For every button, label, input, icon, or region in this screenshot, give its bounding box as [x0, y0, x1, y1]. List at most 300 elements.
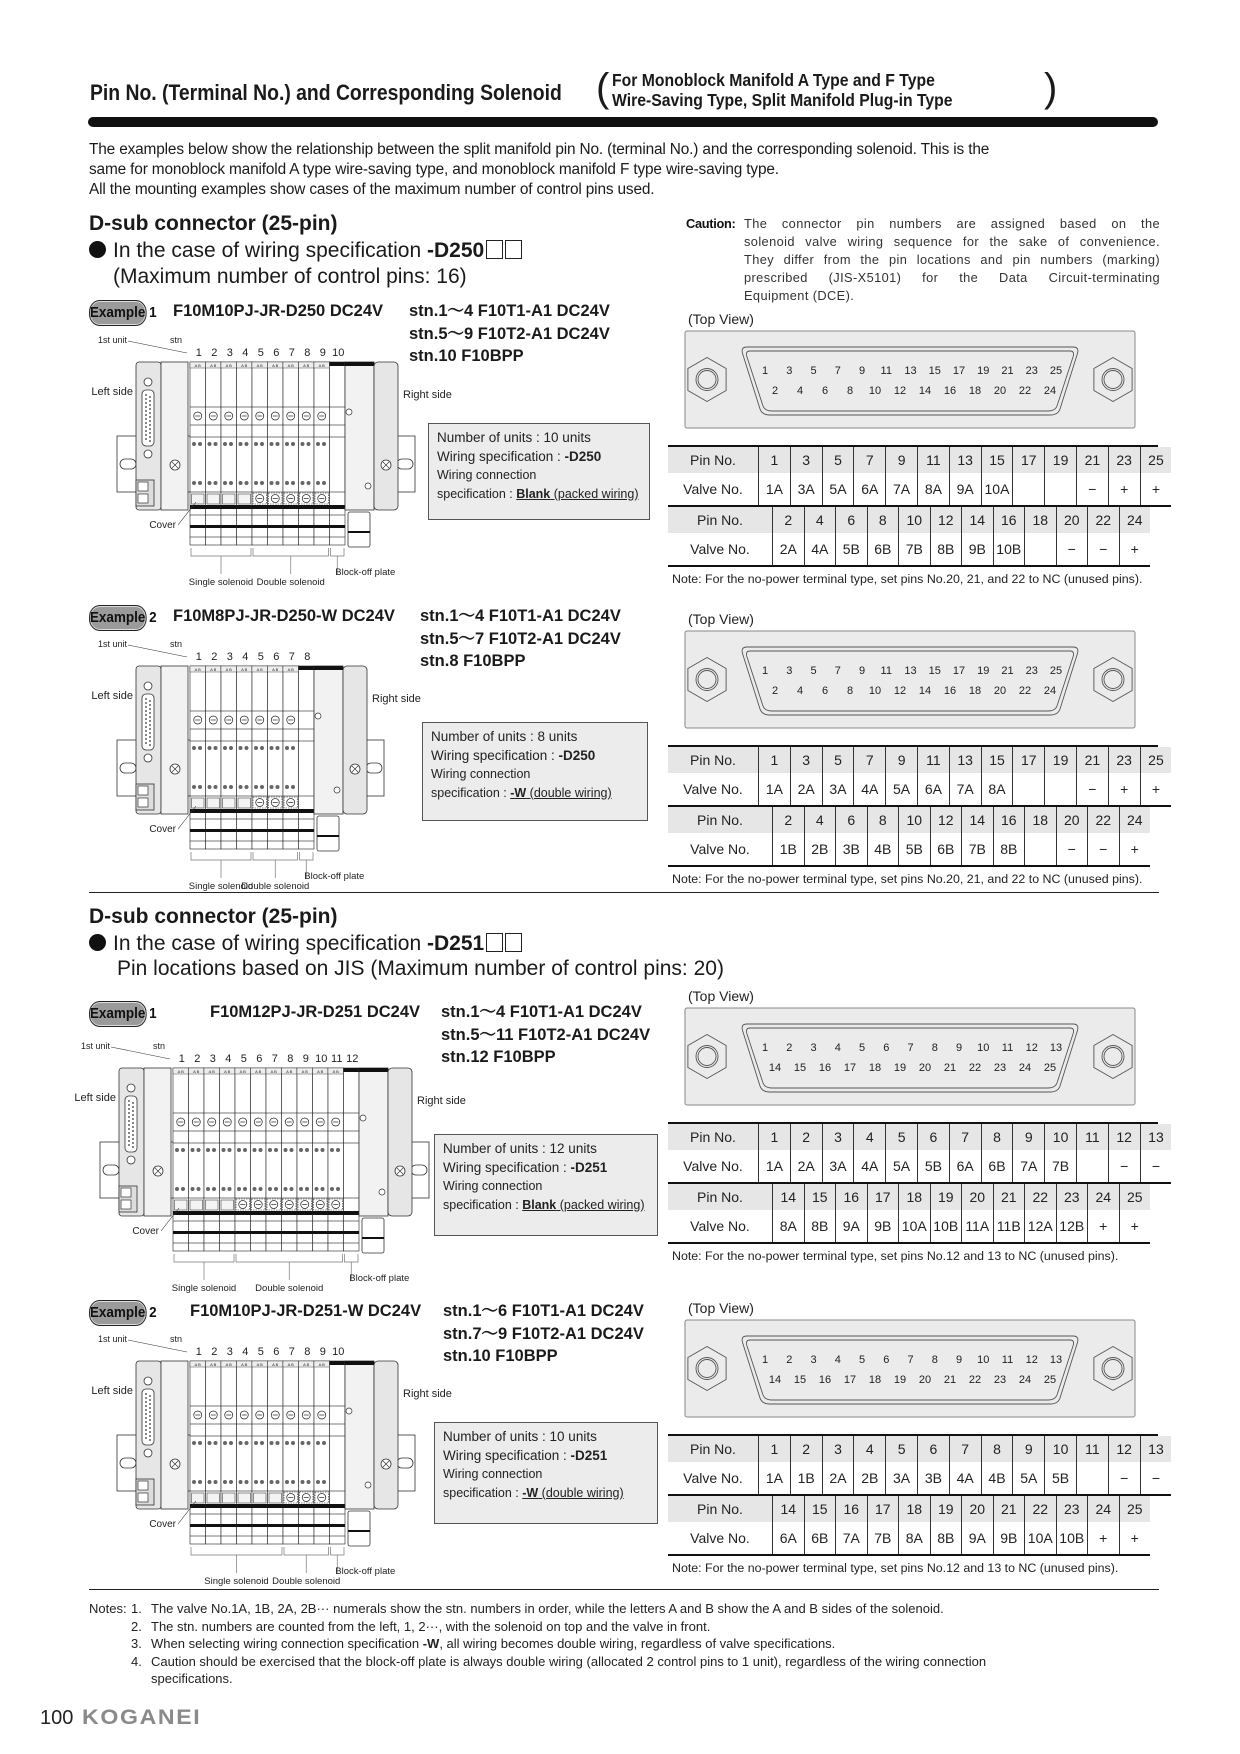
station-band — [283, 525, 299, 528]
pin-cell: 15 — [981, 747, 1013, 773]
wiring-spec-label: Wiring specification : — [443, 1447, 571, 1463]
valve-cell: 8A — [917, 473, 949, 506]
pin-cell: 22 — [1088, 507, 1120, 533]
double-solenoid-station — [283, 1361, 299, 1544]
right-end-plate — [374, 362, 398, 510]
valve-cell: 9A — [836, 1210, 868, 1243]
socket-pin — [132, 1142, 134, 1144]
socket-pin — [149, 1415, 151, 1417]
double-solenoid-label: Double solenoid — [272, 1576, 341, 1587]
socket-pin — [145, 410, 147, 412]
wiring-connection-prefix: specification : — [443, 1197, 523, 1212]
wiring-connection-note: (packed wiring) — [550, 486, 639, 501]
screw-icon — [346, 409, 352, 415]
connector-pin-number: 8 — [846, 685, 854, 697]
socket-pin — [145, 698, 147, 700]
pin-cell: 4 — [854, 1436, 886, 1462]
connector-pin-number: 22 — [1018, 685, 1032, 697]
station-number: 4 — [242, 1346, 249, 1358]
note-item-continued: specifications. — [151, 1671, 233, 1686]
station-band — [251, 1211, 267, 1215]
station-body — [204, 1068, 220, 1251]
valve-cell: + — [1119, 1210, 1150, 1243]
ab-label: A B — [301, 1069, 308, 1074]
double-solenoid-bracket — [284, 1547, 329, 1555]
connector-pin-number: 15 — [928, 665, 941, 677]
fitting-dot — [260, 746, 264, 750]
right-end-plate — [374, 1361, 398, 1509]
note-text: The valve No.1A, 1B, 2A, 2B··· numerals show the stn. numbers in order, while the letters A and B show the A and B sides of the solenoid. — [151, 1601, 944, 1616]
bullet-text: In the case of wiring specification — [113, 932, 427, 955]
double-solenoid-station — [283, 362, 299, 545]
connector-pin-number: 13 — [904, 665, 917, 677]
fitting-dot — [291, 442, 295, 446]
connector-pin-number: 11 — [1001, 1354, 1014, 1366]
terminal-screw — [121, 1200, 131, 1209]
ab-label: A B — [303, 363, 310, 368]
fitting-dot — [316, 442, 320, 446]
socket-pin — [149, 416, 151, 418]
pin-cell: 4 — [854, 1124, 886, 1150]
pin-cell: 3 — [790, 747, 822, 773]
station-band — [330, 505, 346, 509]
connector-pin-number: 12 — [1025, 1042, 1038, 1054]
left-end-plate — [161, 1361, 188, 1509]
terminal-screw — [138, 482, 148, 491]
connector-pin-number: 19 — [893, 1062, 907, 1074]
connector-pin-number: 7 — [834, 665, 841, 677]
fitting-dot — [191, 1187, 195, 1191]
right-end-plate — [388, 1068, 412, 1216]
socket-pin — [149, 420, 151, 422]
right-side-label: Right side — [403, 389, 452, 401]
station-number: 5 — [240, 1053, 247, 1065]
valve-cell: 7B — [962, 833, 994, 866]
connector-pin-number: 20 — [993, 385, 1007, 397]
fitting-dot — [198, 442, 202, 446]
valve-cell: + — [1088, 1210, 1120, 1243]
station-number: 6 — [273, 1346, 280, 1358]
open-paren: ( — [596, 66, 610, 110]
socket-pin — [132, 1118, 134, 1120]
d-sub-socket-icon — [142, 1389, 154, 1445]
station-body — [297, 1068, 313, 1251]
socket-pin — [149, 400, 151, 402]
socket-pin — [128, 1104, 130, 1106]
connector-pin-number: 11 — [1001, 1042, 1014, 1054]
valve-cell: 4B — [981, 1462, 1013, 1495]
cover-icon — [254, 1493, 267, 1503]
fitting-dot — [291, 746, 295, 750]
connector-pin-number: 20 — [918, 1062, 932, 1074]
d-sub-socket-icon — [125, 1096, 137, 1152]
fitting-dot — [321, 1148, 325, 1152]
socket-pin — [145, 1405, 147, 1407]
station-body — [252, 362, 268, 545]
note-number: 3. — [131, 1636, 142, 1651]
pin-cell: 19 — [1045, 747, 1077, 773]
socket-pin — [149, 412, 151, 414]
fitting-dot — [268, 1148, 272, 1152]
valve-cell: 7B — [867, 1522, 899, 1555]
station-number: 2 — [211, 347, 218, 359]
pin-cell: 5 — [886, 1124, 918, 1150]
fitting-dot — [301, 1480, 305, 1484]
intro-line: same for monoblock manifold A type wire-saving type, and monoblock manifold F type wire-saving type. — [89, 161, 779, 178]
fitting-dot — [212, 1187, 216, 1191]
pin-cell: 3 — [790, 447, 822, 473]
connector-pin-number: 5 — [810, 665, 817, 677]
station-band — [220, 1211, 236, 1215]
wiring-connection-value: -W — [510, 785, 527, 800]
valve-row-label: Valve No. — [668, 473, 759, 506]
socket-pin — [145, 1437, 147, 1439]
pin-cell: 13 — [1140, 1124, 1171, 1150]
station-band — [283, 809, 299, 813]
fitting-dot — [212, 1148, 216, 1152]
ab-label: A B — [210, 1362, 217, 1367]
ab-label: A B — [303, 1362, 310, 1367]
pin-cell: 14 — [962, 807, 994, 833]
connector-pin-number: 14 — [918, 685, 932, 697]
fitting-dot — [276, 481, 280, 485]
station-body — [235, 1068, 251, 1251]
left-side-label: Left side — [91, 1385, 133, 1397]
single-solenoid-station — [190, 666, 206, 849]
socket-pin — [145, 402, 147, 404]
cover-icon — [175, 1200, 188, 1210]
station-band — [252, 1504, 268, 1508]
connector-pin-number: 9 — [858, 365, 866, 377]
station-body — [268, 1361, 284, 1544]
fitting-dot — [214, 481, 218, 485]
ab-label: A B — [318, 1362, 325, 1367]
cover-icon — [192, 1493, 205, 1503]
station-number: 3 — [226, 651, 233, 663]
single-solenoid-station — [173, 1068, 189, 1251]
connector-pin-number: 23 — [1025, 665, 1038, 677]
fitting-dot — [336, 1148, 340, 1152]
wiring-spec-code: -D250 — [427, 239, 485, 262]
close-paren: ) — [1044, 66, 1058, 110]
socket-pin — [145, 1417, 147, 1419]
fitting-dot — [259, 1187, 263, 1191]
station-number: 5 — [257, 1346, 264, 1358]
valve-cell: 10A — [1025, 1522, 1057, 1555]
wiring-spec-value: -D251 — [570, 1447, 608, 1463]
station-body — [173, 1068, 189, 1251]
wiring-spec-code: -D251 — [427, 932, 485, 955]
terminal-screw — [138, 1493, 148, 1502]
station-body — [330, 362, 346, 545]
fitting-dot — [197, 1187, 201, 1191]
socket-pin — [145, 714, 147, 716]
double-solenoid-station — [299, 1361, 315, 1544]
fitting-dot — [243, 1187, 247, 1191]
units-count: Number of units : 12 units — [443, 1141, 597, 1156]
station-number: 8 — [304, 347, 311, 359]
fitting-dot — [198, 1441, 202, 1445]
valve-cell: − — [1088, 533, 1120, 566]
left-side-label: Left side — [91, 690, 133, 702]
fitting-dot — [243, 1148, 247, 1152]
connector-shell-outline — [742, 647, 1078, 715]
fitting-dot — [181, 1148, 185, 1152]
pin-cell: 19 — [1045, 447, 1077, 473]
socket-pin — [128, 1100, 130, 1102]
first-unit-label: 1st unit — [97, 639, 127, 649]
fitting-dot — [270, 1480, 274, 1484]
connector-pin-number: 22 — [1018, 385, 1032, 397]
fitting-dot — [192, 1441, 196, 1445]
socket-pin — [132, 1106, 134, 1108]
station-band — [268, 505, 284, 509]
single-solenoid-station — [221, 666, 237, 849]
connector-pin-number: 11 — [880, 665, 892, 677]
valve-row-label: Valve No. — [668, 1462, 759, 1495]
pin-row-label: Pin No. — [668, 1124, 759, 1150]
note-text: Caution should be exercised that the block-off plate is always double wiring (allocated 2 control pins to 1 unit), regardless of the wiring connection — [151, 1653, 987, 1669]
station-band — [206, 505, 222, 509]
pin-cell: 18 — [899, 1184, 931, 1210]
fitting-dot — [239, 746, 243, 750]
socket-pin — [149, 744, 151, 746]
station-band — [252, 809, 268, 813]
bullet-text: In the case of wiring specification — [113, 239, 427, 262]
top-view-label: (Top View) — [688, 611, 754, 627]
pin-cell: 12 — [930, 807, 962, 833]
valve-cell: + — [1140, 473, 1171, 506]
socket-pin — [149, 1407, 151, 1409]
pin-cell: 25 — [1119, 1184, 1150, 1210]
pin-cell: 1 — [759, 1436, 791, 1462]
fitting-dot — [284, 1187, 288, 1191]
connector-pin-number: 5 — [810, 365, 817, 377]
pin-cell: 16 — [836, 1184, 868, 1210]
socket-pin — [149, 1395, 151, 1397]
d-sub-socket-icon — [142, 390, 154, 446]
socket-pin — [128, 1108, 130, 1110]
valve-cell: 5A — [886, 1150, 918, 1183]
valve-cell: 5B — [1045, 1462, 1077, 1495]
caution-line: The connector pin numbers are assigned based on the — [744, 216, 1160, 231]
pin-cell: 7 — [949, 1436, 981, 1462]
note-item — [89, 1653, 986, 1671]
ab-label: A B — [225, 1362, 232, 1367]
terminal-screw — [121, 1188, 131, 1197]
station-band — [299, 525, 315, 528]
cover-icon — [223, 798, 236, 808]
screw-icon — [334, 787, 340, 793]
station-spec-line: stn.5～9 F10T2-A1 DC24V — [409, 324, 610, 343]
socket-pin — [132, 1146, 134, 1148]
fitting-dot — [245, 481, 249, 485]
screw-icon — [127, 1084, 135, 1092]
socket-pin — [145, 738, 147, 740]
station-number: 12 — [346, 1053, 359, 1065]
exhaust-fitting-icon — [348, 512, 370, 547]
pin-cell: 6 — [917, 1124, 949, 1150]
fitting-dot — [239, 1441, 243, 1445]
station-band — [344, 1211, 360, 1215]
station-band — [314, 1524, 330, 1527]
socket-pin — [132, 1122, 134, 1124]
socket-pin — [149, 424, 151, 426]
station-number: 7 — [271, 1053, 278, 1065]
pin-cell: 16 — [993, 507, 1025, 533]
connector-pin-number: 10 — [868, 385, 882, 397]
station-number: 9 — [302, 1053, 309, 1065]
notes-label: Notes: — [89, 1601, 127, 1616]
connector-pin-number: 17 — [952, 665, 966, 677]
fitting-dot — [229, 481, 233, 485]
fitting-dot — [291, 1480, 295, 1484]
fitting-dot — [270, 785, 274, 789]
note-code: -W — [422, 1636, 440, 1651]
valve-cell: 6B — [930, 833, 962, 866]
pin-cell: 10 — [899, 507, 931, 533]
connector-pin-number: 24 — [1043, 385, 1057, 397]
connector-pin-number: 25 — [1049, 665, 1063, 677]
left-end-plate — [144, 1068, 171, 1216]
valve-row-label: Valve No. — [668, 773, 759, 806]
fitting-dot — [254, 1480, 258, 1484]
socket-pin — [145, 434, 147, 436]
pin-row-label: Pin No. — [668, 447, 759, 473]
station-band — [314, 1504, 330, 1508]
fitting-dot — [214, 746, 218, 750]
pin-cell: 3 — [822, 1124, 854, 1150]
valve-cell: 8A — [773, 1210, 805, 1243]
fitting-dot — [299, 1187, 303, 1191]
socket-pin — [149, 436, 151, 438]
connector-pin-number: 15 — [928, 365, 941, 377]
block-off-plate-label: Block-off plate — [335, 1566, 396, 1577]
station-body — [221, 1361, 237, 1544]
fitting-dot — [206, 1148, 210, 1152]
connector-pin-number: 1 — [761, 1042, 769, 1054]
cover-label: Cover — [132, 1226, 159, 1237]
ab-label: A B — [225, 667, 232, 672]
cover-icon — [207, 494, 220, 504]
wiring-connection-value: Blank — [522, 1197, 557, 1212]
right-block-top — [345, 1361, 374, 1365]
connector-pin-number: 10 — [868, 685, 882, 697]
station-band — [330, 1504, 346, 1508]
valve-cell: 5B — [899, 833, 931, 866]
connector-pin-number: 2 — [786, 1354, 793, 1366]
double-solenoid-label: Double solenoid — [255, 1283, 324, 1294]
valve-cell: 7A — [949, 773, 981, 806]
exhaust-fitting-icon — [362, 1218, 384, 1253]
valve-row-label: Valve No. — [668, 1150, 759, 1183]
station-band — [268, 525, 284, 528]
section-heading: D-sub connector (25-pin) — [89, 212, 338, 235]
fitting-dot — [192, 1480, 196, 1484]
socket-pin — [145, 414, 147, 416]
connector-pin-number: 21 — [943, 1374, 957, 1386]
pin-cell: 4 — [804, 807, 836, 833]
pin-row-label: Pin No. — [668, 1496, 773, 1522]
fitting-dot — [254, 442, 258, 446]
connector-pin-number: 18 — [968, 385, 982, 397]
socket-pin — [132, 1130, 134, 1132]
first-unit-label: 1st unit — [80, 1041, 110, 1051]
fitting-dot — [259, 1148, 263, 1152]
station-number: 7 — [288, 651, 295, 663]
station-top-bar — [344, 1068, 360, 1072]
station-band — [314, 525, 330, 528]
socket-pin — [145, 394, 147, 396]
single-solenoid-station — [268, 1361, 284, 1544]
socket-pin — [145, 426, 147, 428]
station-body — [344, 1068, 360, 1251]
station-band — [206, 809, 222, 813]
screw-icon — [144, 378, 152, 386]
connector-shell-outline — [742, 1024, 1078, 1092]
block-off-plate-label: Block-off plate — [335, 567, 396, 578]
block-off-bracket — [331, 1547, 345, 1555]
fitting-dot — [223, 1480, 227, 1484]
ab-label: A B — [239, 1069, 246, 1074]
valve-cell: 1B — [773, 833, 805, 866]
double-solenoid-station — [313, 1068, 329, 1251]
station-band — [204, 1231, 220, 1234]
note-text: When selecting wiring connection specification — [151, 1636, 423, 1651]
socket-pin — [145, 406, 147, 408]
station-body — [283, 362, 299, 545]
valve-cell: 8B — [930, 1522, 962, 1555]
fitting-dot — [307, 1441, 311, 1445]
double-solenoid-bracket — [236, 1254, 343, 1262]
valve-cell: 4A — [804, 533, 836, 566]
double-solenoid-label: Double solenoid — [241, 881, 310, 892]
note-number: 1. — [131, 1601, 142, 1616]
cover-icon — [207, 1493, 220, 1503]
cover-icon — [192, 798, 205, 808]
station-band — [328, 1231, 344, 1234]
station-band — [204, 1211, 220, 1215]
socket-pin — [128, 1120, 130, 1122]
wiring-spec-value: -D251 — [570, 1159, 608, 1175]
note-number: 2. — [131, 1618, 142, 1634]
station-body — [189, 1068, 205, 1251]
station-number: 8 — [287, 1053, 294, 1065]
double-solenoid-bracket — [253, 852, 298, 860]
model-number: F10M8PJ-JR-D250-W DC24V — [173, 607, 395, 625]
block-off-plate-label: Block-off plate — [304, 871, 365, 882]
manifold-diagram — [91, 1334, 452, 1587]
terminal-screw — [138, 494, 148, 503]
pin-row-label: Pin No. — [668, 1184, 773, 1210]
rail-slot — [120, 1458, 136, 1468]
ab-label: A B — [210, 363, 217, 368]
single-solenoid-bracket — [191, 852, 251, 860]
station-band — [297, 1211, 313, 1215]
pin-cell: 17 — [867, 1184, 899, 1210]
fitting-dot — [237, 1187, 241, 1191]
fitting-dot — [254, 481, 258, 485]
fitting-dot — [223, 481, 227, 485]
pin-cell: 11 — [1076, 1124, 1108, 1150]
fitting-dot — [291, 1441, 295, 1445]
socket-pin — [145, 1433, 147, 1435]
pin-cell: 2 — [773, 507, 805, 533]
connector-pin-number: 16 — [818, 1062, 832, 1074]
station-spec-line: stn.5～11 F10T2-A1 DC24V — [441, 1025, 651, 1044]
page-title: Pin No. (Terminal No.) and Corresponding Solenoid — [90, 80, 562, 105]
station-band — [266, 1231, 282, 1234]
